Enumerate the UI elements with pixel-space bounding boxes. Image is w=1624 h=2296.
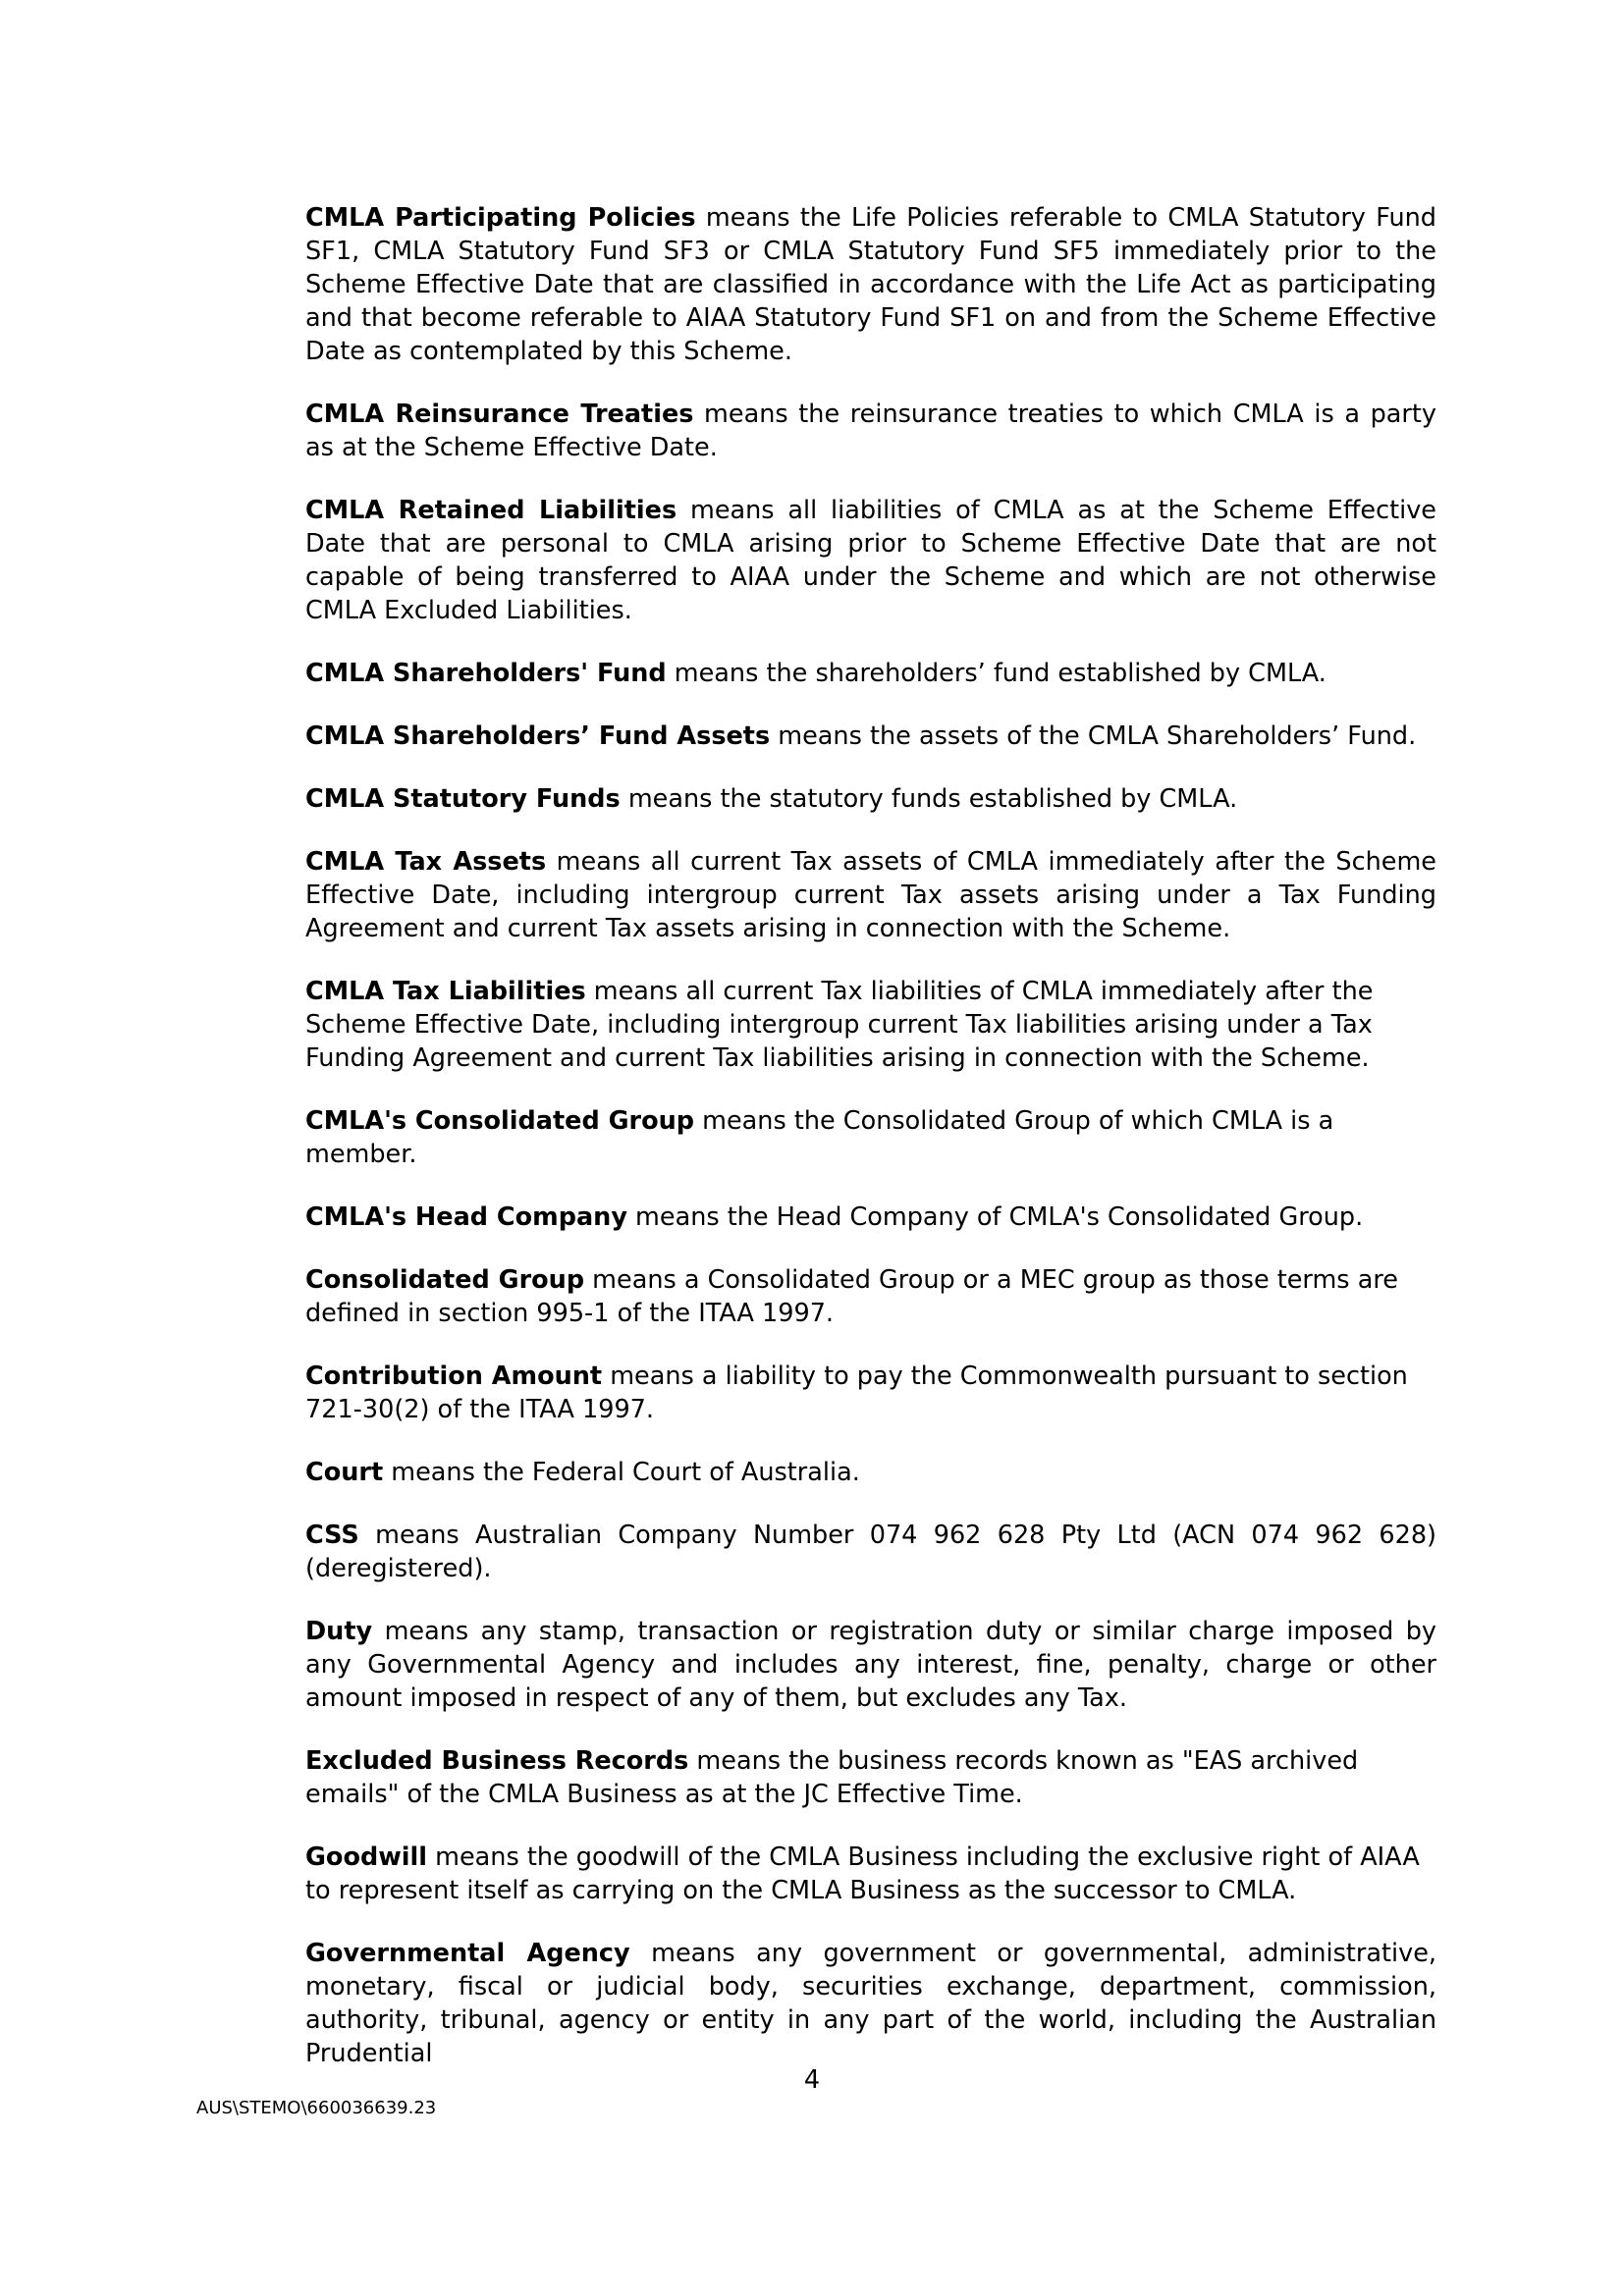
definition-term: Governmental Agency xyxy=(305,1939,630,1968)
definition-cmla-tax-assets xyxy=(305,845,1436,945)
definition-text: means any stamp, transaction or registration duty or similar charge imposed by any Governmental Agency and includes any interest, fine, penalty, charge or other amount imposed in respect of any of them, but excludes any Tax. xyxy=(305,1617,1436,1713)
definition-cmla-shareholders-fund xyxy=(305,657,1436,690)
definition-term: Duty xyxy=(305,1617,373,1646)
definition-text: means the Head Company of CMLA's Consolidated Group. xyxy=(626,1202,1364,1232)
definition-cmla-tax-liabilities xyxy=(305,975,1436,1075)
document-reference: AUS\STEMO\660036639.23 xyxy=(196,2098,437,2118)
definition-text: means any government or governmental, administrative, monetary, fiscal or judicial body, securities exchange, department, commission, authority, tribunal, agency or entity in any part of the world, including the Australian Prudential xyxy=(305,1939,1436,2068)
definition-term: CMLA Shareholders' Fund xyxy=(305,659,667,688)
definition-cmla-retained-liabilities xyxy=(305,494,1436,627)
definition-governmental-agency xyxy=(305,1937,1436,2070)
definition-text: means a liability to pay the Commonwealth pursuant to section 721-30(2) of the ITAA 1997. xyxy=(305,1362,1408,1424)
definition-cmla-participating-policies xyxy=(305,201,1436,368)
definition-term: CMLA Tax Liabilities xyxy=(305,977,586,1006)
definition-text: means the goodwill of the CMLA Business including the exclusive right of AIAA to represent itself as carrying on the CMLA Business as the successor to CMLA. xyxy=(305,1842,1420,1905)
definition-term: Excluded Business Records xyxy=(305,1746,689,1776)
definition-term: CMLA Retained Liabilities xyxy=(305,496,677,525)
definition-text: means all liabilities of CMLA as at the Scheme Effective Date that are personal to CMLA arising prior to Scheme Effective Date that are not capable of being transferred to AIAA under the Scheme and which are not otherwise CMLA Excluded Liabilities. xyxy=(305,496,1436,625)
definition-term: CMLA Statutory Funds xyxy=(305,784,621,814)
definition-term: CMLA Tax Assets xyxy=(305,847,547,877)
definition-text: means the Consolidated Group of which CMLA is a member. xyxy=(305,1106,1334,1169)
definition-text: means the shareholders’ fund established by CMLA. xyxy=(666,659,1326,688)
definition-cmla-consolidated-group xyxy=(305,1104,1436,1171)
definition-text: means the assets of the CMLA Shareholders’ Fund. xyxy=(770,721,1417,751)
definition-text: means Australian Company Number 074 962 628 Pty Ltd (ACN 074 962 628) (deregistered). xyxy=(305,1521,1436,1583)
definition-term: CSS xyxy=(305,1521,359,1550)
definition-goodwill xyxy=(305,1841,1436,1907)
definition-term: Court xyxy=(305,1458,384,1487)
definition-text: means the reinsurance treaties to which CMLA is a party as at the Scheme Effective Date. xyxy=(305,400,1436,462)
definition-text: means a Consolidated Group or a MEC group as those terms are defined in section 995-1 of the ITAA 1997. xyxy=(305,1265,1398,1328)
definition-css xyxy=(305,1519,1436,1585)
definition-cmla-shareholders-fund-assets xyxy=(305,720,1436,753)
definition-term: Consolidated Group xyxy=(305,1265,585,1295)
definition-cmla-statutory-funds xyxy=(305,782,1436,816)
definition-term: Contribution Amount xyxy=(305,1362,603,1391)
definition-text: means the business records known as "EAS archived emails" of the CMLA Business as at the JC Effective Time. xyxy=(305,1746,1359,1809)
definition-consolidated-group xyxy=(305,1263,1436,1330)
definition-text: means the Federal Court of Australia. xyxy=(383,1458,860,1487)
definition-term: CMLA Participating Policies xyxy=(305,203,696,233)
definitions-list xyxy=(305,201,1436,2100)
definition-text: means all current Tax assets of CMLA immediately after the Scheme Effective Date, including intergroup current Tax assets arising under a Tax Funding Agreement and current Tax assets arising in connection with the Scheme. xyxy=(305,847,1436,943)
definition-term: CMLA's Consolidated Group xyxy=(305,1106,695,1136)
definition-text: means the Life Policies referable to CMLA Statutory Fund SF1, CMLA Statutory Fund SF3 or CMLA Statutory Fund SF5 immediately prior to the Scheme Effective Date that are classified in accordance with the Life Act as participating and that become referable to AIAA Statutory Fund SF1 on and from the Scheme Effective Date as contemplated by this Scheme. xyxy=(305,203,1436,366)
definition-cmla-head-company xyxy=(305,1201,1436,1234)
page-number: 4 xyxy=(803,2065,821,2095)
definition-excluded-business-records xyxy=(305,1744,1436,1811)
definition-text: means all current Tax liabilities of CMLA immediately after the Scheme Effective Date, including intergroup current Tax liabilities arising under a Tax Funding Agreement and current Tax liabilities arising in connection with the Scheme. xyxy=(305,977,1374,1073)
definition-term: Goodwill xyxy=(305,1842,428,1872)
definition-court xyxy=(305,1456,1436,1489)
definition-cmla-reinsurance-treaties xyxy=(305,398,1436,464)
definition-duty xyxy=(305,1615,1436,1715)
definition-contribution-amount xyxy=(305,1360,1436,1426)
definition-term: CMLA Reinsurance Treaties xyxy=(305,400,694,429)
definition-term: CMLA's Head Company xyxy=(305,1202,627,1232)
definition-term: CMLA Shareholders’ Fund Assets xyxy=(305,721,771,751)
definition-text: means the statutory funds established by CMLA. xyxy=(620,784,1238,814)
